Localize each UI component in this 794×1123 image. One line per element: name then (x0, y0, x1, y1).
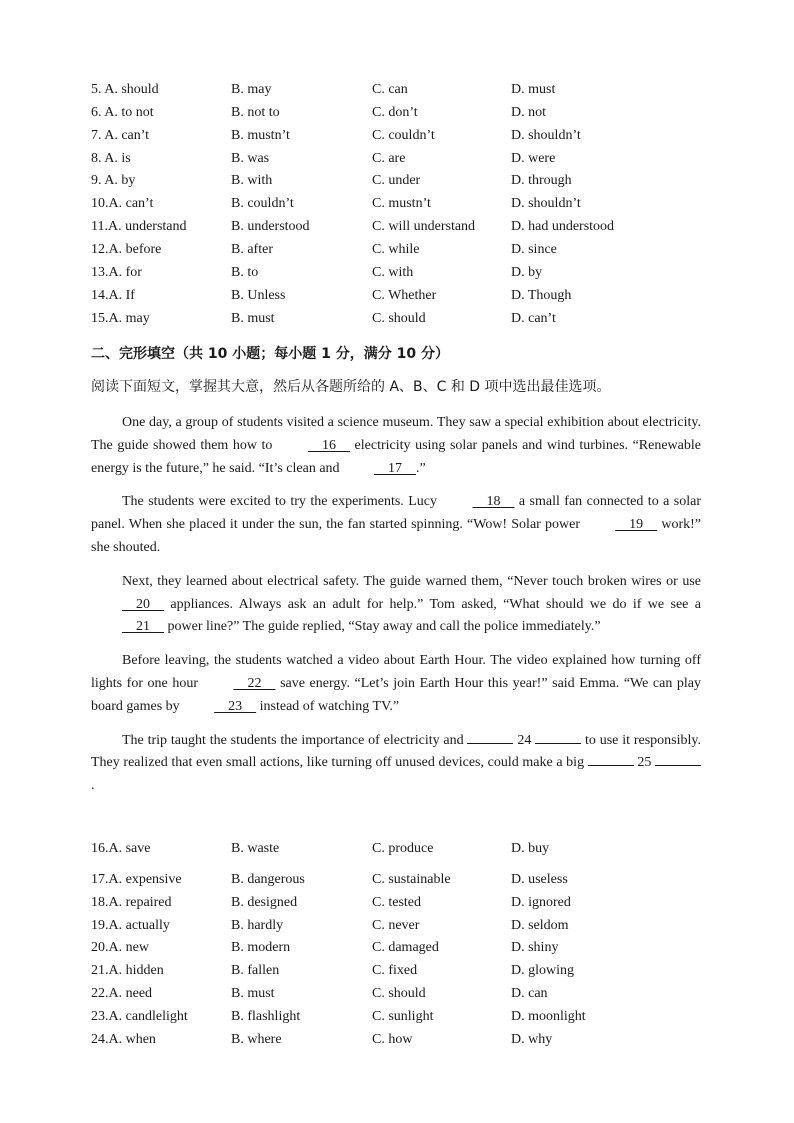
option-d: D. shouldn’t (511, 128, 581, 143)
passage-text: . (91, 778, 95, 794)
option-row (91, 1006, 731, 1028)
option-a: 7. A. can’t (91, 128, 150, 143)
option-b: B. may (231, 82, 272, 97)
blank-line (535, 730, 581, 744)
cloze-passage (91, 412, 701, 809)
option-row (91, 892, 731, 914)
option-a: 24.A. when (91, 1032, 156, 1047)
option-a: 6. A. to not (91, 105, 154, 120)
passage-text: appliances. Always ask an adult for help.” Tom asked, “What should we do if we see a (164, 596, 701, 612)
option-c: C. with (372, 265, 414, 280)
option-c: C. are (372, 151, 406, 166)
option-row (91, 239, 731, 261)
option-d: D. had understood (511, 219, 615, 234)
blank-line (588, 752, 634, 766)
option-b: B. flashlight (231, 1009, 301, 1024)
option-d: D. Though (511, 288, 572, 303)
passage-paragraph (91, 650, 701, 718)
option-row (91, 148, 731, 170)
passage-text: a small fan connected to a solar panel. When she placed it under the sun, the fan started spinning. “Wow! Solar power (91, 494, 701, 533)
option-b: B. must (231, 311, 275, 326)
option-c: C. while (372, 242, 420, 257)
option-row (91, 869, 731, 891)
passage-paragraph (91, 571, 701, 639)
passage-paragraph (91, 730, 701, 798)
blank-18: 18 (472, 494, 515, 510)
option-c: C. never (372, 918, 420, 933)
option-c: C. Whether (372, 288, 437, 303)
passage-paragraph (91, 491, 701, 559)
option-b: B. must (231, 986, 275, 1001)
option-c: C. under (372, 173, 421, 188)
option-d: D. why (511, 1032, 553, 1047)
option-d: D. can’t (511, 311, 556, 326)
passage-text: .” (416, 460, 426, 476)
option-b: B. Unless (231, 288, 286, 303)
option-c: C. damaged (372, 940, 439, 955)
passage-paragraph (91, 412, 701, 480)
blank-16: 16 (308, 437, 350, 453)
option-c: C. tested (372, 895, 421, 910)
option-d: D. not (511, 105, 546, 120)
option-a: 15.A. may (91, 311, 150, 326)
option-a: 9. A. by (91, 173, 136, 188)
option-d: D. seldom (511, 918, 569, 933)
option-d: D. through (511, 173, 572, 188)
option-d: D. shouldn’t (511, 196, 581, 211)
option-b: B. couldn’t (231, 196, 294, 211)
option-a: 14.A. If (91, 288, 135, 303)
option-c: C. mustn’t (372, 196, 431, 211)
option-c: C. should (372, 311, 426, 326)
option-row (91, 937, 731, 959)
option-row (91, 262, 731, 284)
option-row (91, 1029, 731, 1051)
passage-text: electricity using solar panels and wind turbines. “Renewable energy is the future,” he said. “It’s clean and (91, 437, 701, 476)
blank-line (467, 730, 513, 744)
option-b: B. with (231, 173, 273, 188)
option-row (91, 308, 731, 330)
option-b: B. to (231, 265, 259, 280)
blank-19: 19 (615, 517, 658, 533)
option-c: C. sunlight (372, 1009, 434, 1024)
blank-20: 20 (122, 596, 164, 612)
option-c: C. should (372, 986, 426, 1001)
option-row (91, 960, 731, 982)
passage-text: save energy. “Let’s join Earth Hour this year!” said Emma. “We can play board games by (91, 675, 701, 714)
option-a: 13.A. for (91, 265, 142, 280)
option-d: D. were (511, 151, 556, 166)
option-a: 16.A. save (91, 841, 151, 856)
blank-22: 22 (233, 675, 276, 691)
option-b: B. where (231, 1032, 282, 1047)
option-row (91, 983, 731, 1005)
section-instruction: 阅读下面短文，掌握其大意，然后从各题所给的 A、B、C 和 D 项中选出最佳选项。 (91, 379, 611, 395)
blank-21: 21 (122, 619, 164, 635)
option-a: 23.A. candlelight (91, 1009, 188, 1024)
option-a: 19.A. actually (91, 918, 170, 933)
option-b: B. understood (231, 219, 310, 234)
option-c: C. how (372, 1032, 413, 1047)
option-b: B. modern (231, 940, 291, 955)
section-heading: 二、完形填空（共 10 小题；每小题 1 分，满分 10 分） (91, 346, 449, 362)
option-row (91, 285, 731, 307)
option-c: C. don’t (372, 105, 418, 120)
option-b: B. mustn’t (231, 128, 290, 143)
option-row (91, 193, 731, 215)
blank-25-number: 25 (633, 755, 655, 771)
option-b: B. hardly (231, 918, 284, 933)
option-c: C. couldn’t (372, 128, 435, 143)
passage-text: work!” she shouted. (91, 517, 701, 555)
blank-line (655, 752, 701, 766)
passage-text: The students were excited to try the experiments. Lucy (122, 494, 442, 510)
option-b: B. waste (231, 841, 280, 856)
option-d: D. must (511, 82, 556, 97)
option-a: 17.A. expensive (91, 872, 182, 887)
blank-23: 23 (214, 698, 257, 714)
option-d: D. since (511, 242, 557, 257)
option-a: 11.A. understand (91, 219, 187, 234)
passage-text: Next, they learned about electrical safety. The guide warned them, “Never touch broken wires or use (122, 573, 701, 589)
option-d: D. useless (511, 872, 568, 887)
option-row (91, 838, 731, 860)
option-a: 22.A. need (91, 986, 153, 1001)
option-b: B. was (231, 151, 270, 166)
option-d: D. moonlight (511, 1009, 586, 1024)
option-b: B. after (231, 242, 273, 257)
passage-text: instead of watching TV.” (256, 698, 400, 714)
passage-text: power line?” The guide replied, “Stay away and call the police immediately.” (164, 619, 601, 635)
option-b: B. not to (231, 105, 280, 120)
option-row (91, 216, 731, 238)
option-d: D. shiny (511, 940, 559, 955)
option-a: 8. A. is (91, 151, 131, 166)
option-a: 21.A. hidden (91, 963, 164, 978)
passage-text: Before leaving, the students watched a video about Earth Hour. The video explained how turning off lights for one hour (91, 653, 701, 691)
option-a: 12.A. before (91, 242, 162, 257)
option-row (91, 915, 731, 937)
option-c: C. can (372, 82, 408, 97)
option-row (91, 125, 731, 147)
option-row (91, 170, 731, 192)
option-c: C. sustainable (372, 872, 451, 887)
passage-text: to use it responsibly. They realized that even small actions, like turning off unused devices, could make a big (91, 732, 701, 771)
option-c: C. will understand (372, 219, 476, 234)
blank-24-number: 24 (513, 732, 536, 748)
option-row (91, 79, 731, 101)
option-a: 20.A. new (91, 940, 149, 955)
passage-text: One day, a group of students visited a science museum. They saw a special exhibition about electricity. The guide showed them how to (91, 415, 701, 453)
option-d: D. glowing (511, 963, 574, 978)
option-d: D. buy (511, 841, 550, 856)
option-d: D. can (511, 986, 548, 1001)
passage-text: The trip taught the students the importance of electricity and (122, 732, 468, 748)
option-c: C. produce (372, 841, 434, 856)
option-b: B. dangerous (231, 872, 305, 887)
option-a: 18.A. repaired (91, 895, 172, 910)
option-c: C. fixed (372, 963, 418, 978)
option-d: D. by (511, 265, 543, 280)
blank-17: 17 (374, 460, 417, 476)
option-d: D. ignored (511, 895, 571, 910)
option-a: 10.A. can’t (91, 196, 154, 211)
option-row (91, 102, 731, 124)
option-b: B. designed (231, 895, 298, 910)
option-a: 5. A. should (91, 82, 159, 97)
option-b: B. fallen (231, 963, 280, 978)
